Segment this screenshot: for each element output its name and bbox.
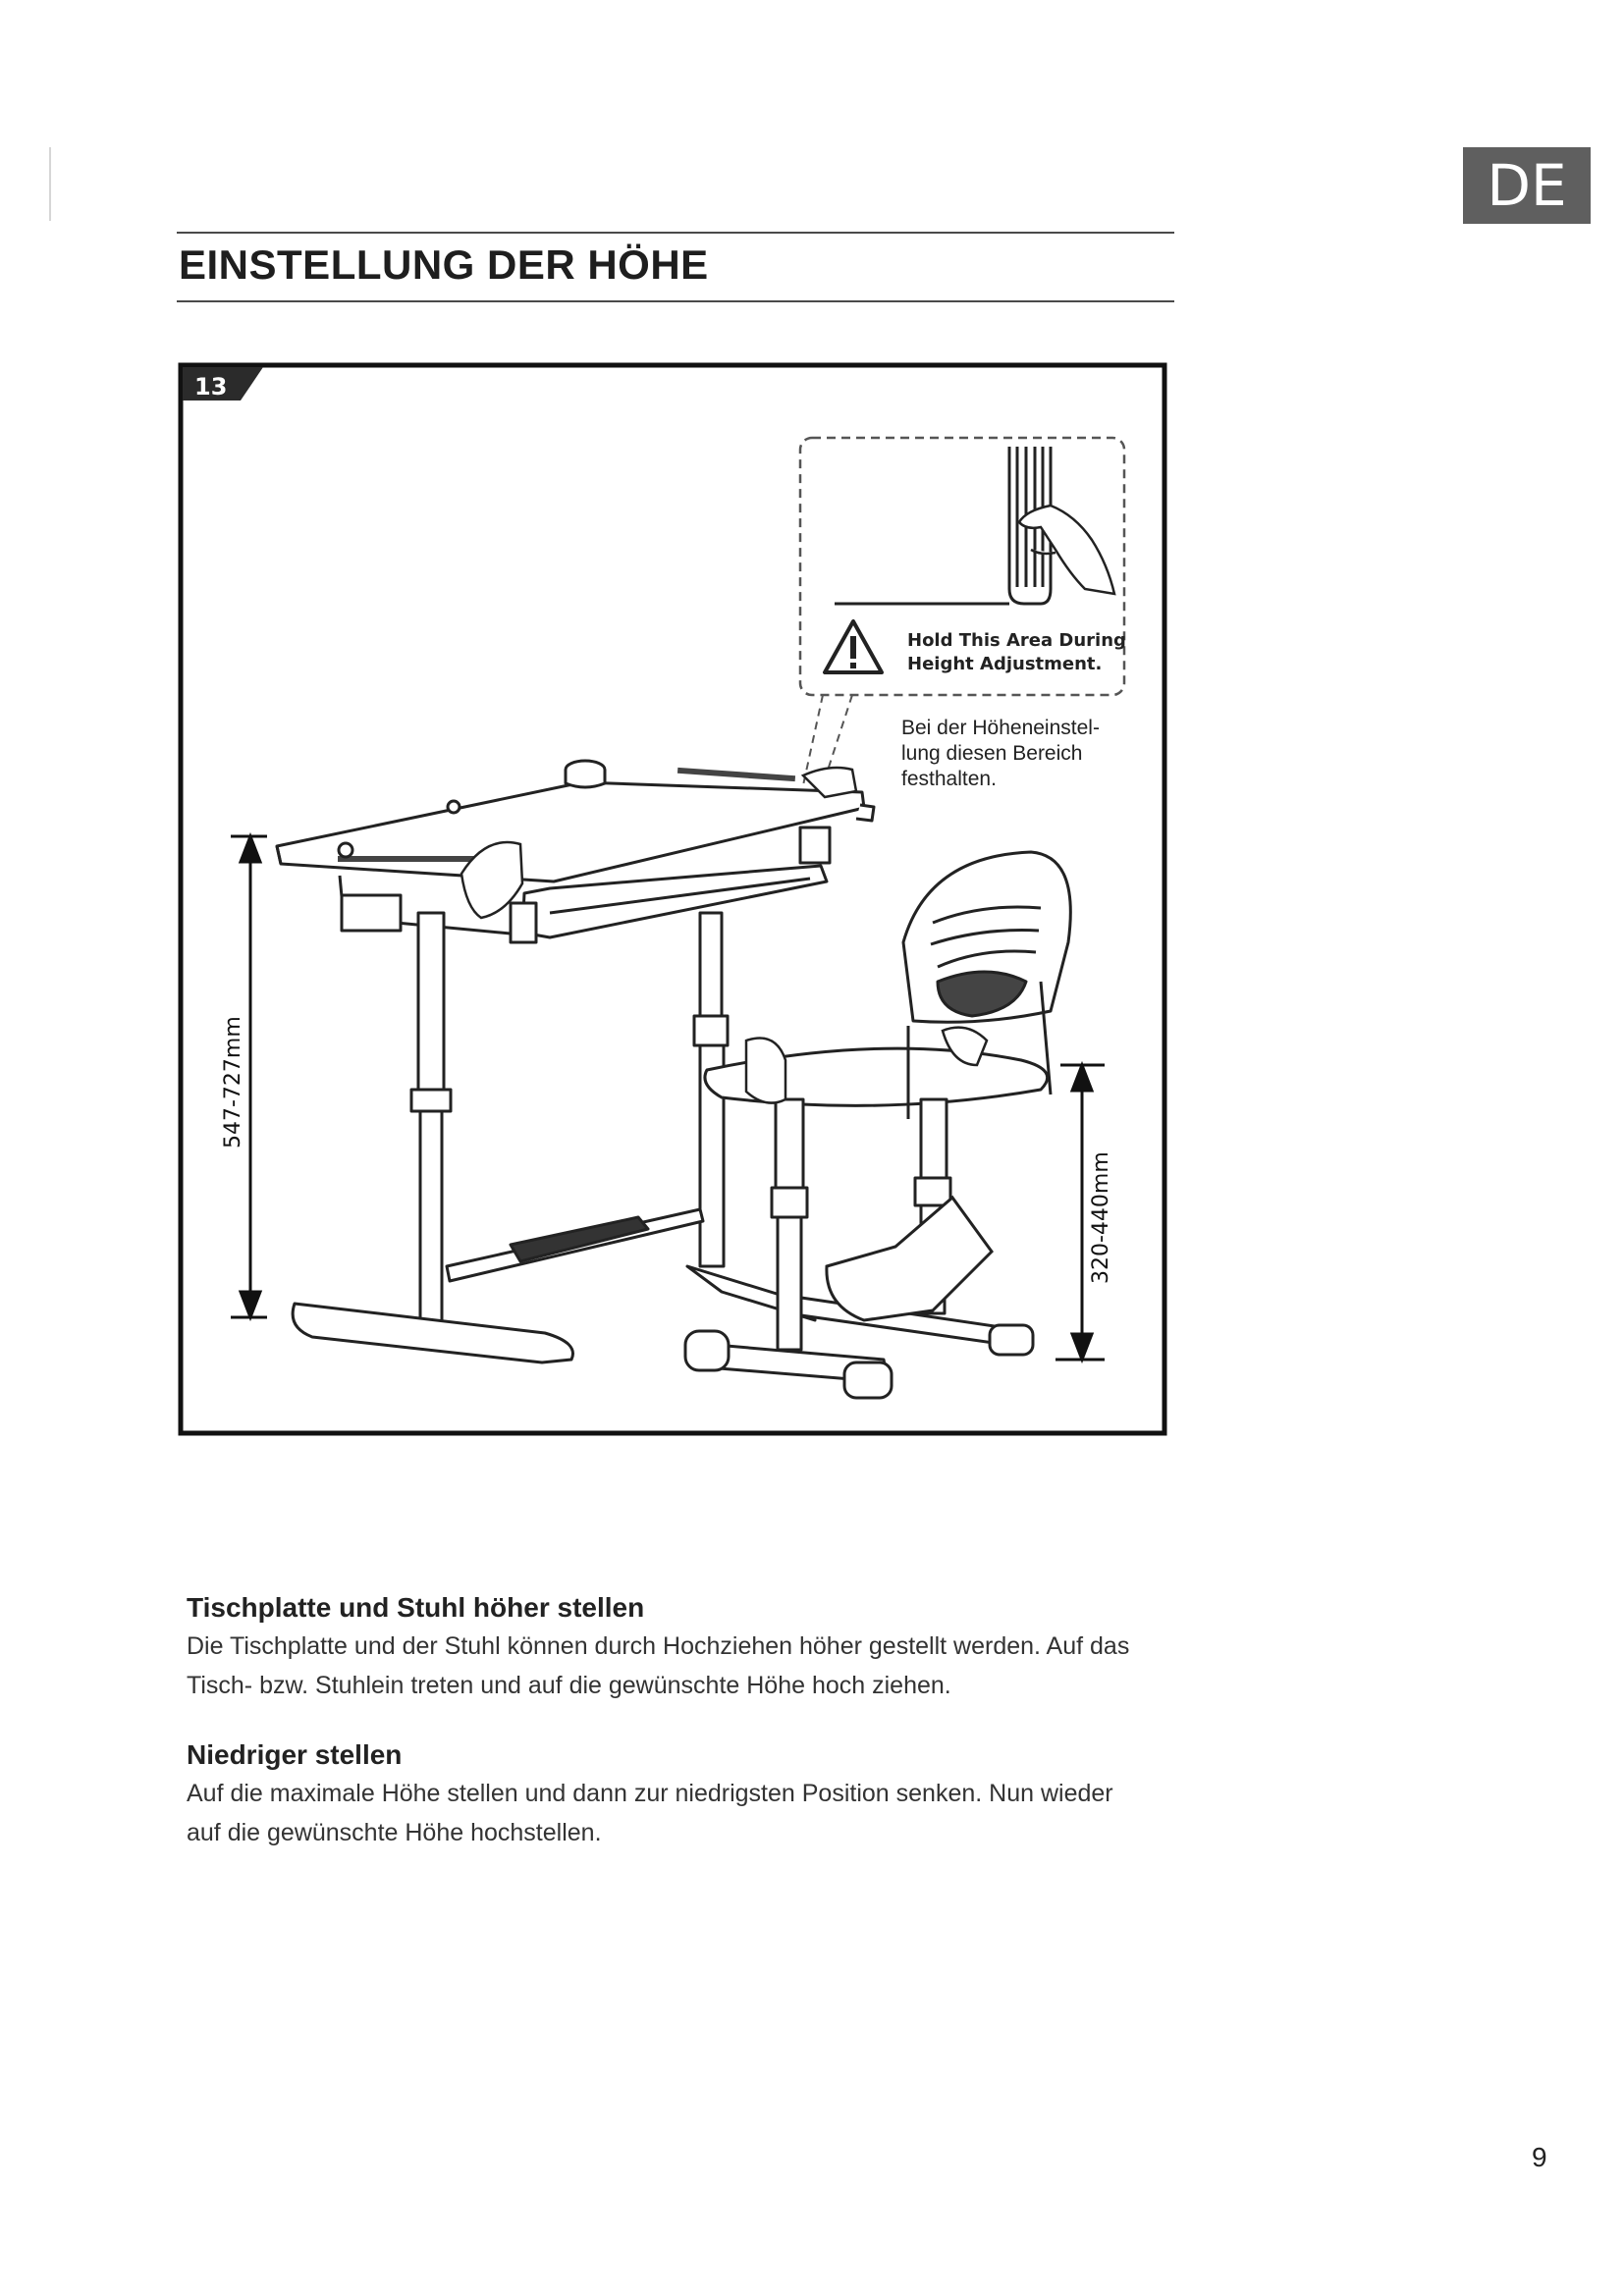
section-raise-heading: Tischplatte und Stuhl höher stellen bbox=[187, 1592, 645, 1623]
section-title: EINSTELLUNG DER HÖHE bbox=[179, 241, 709, 288]
callout-line-2: lung diesen Bereich bbox=[901, 742, 1083, 765]
section-lower-line-1: Auf die maximale Höhe stellen und dann zur niedrigsten Position senken. Nun wieder bbox=[187, 1780, 1113, 1807]
section-raise bbox=[187, 1590, 1188, 1704]
page-number: 9 bbox=[1532, 2142, 1547, 2172]
section-lower-line-2: auf die gewünschte Höhe hochstellen. bbox=[187, 1819, 602, 1846]
section-lower-heading: Niedriger stellen bbox=[187, 1739, 403, 1770]
warning-subtitle: Height Adjustment. bbox=[907, 654, 1103, 674]
callout-line-1: Bei der Höheneinstel- bbox=[901, 717, 1100, 739]
callout-line-3: festhalten. bbox=[901, 768, 997, 790]
desk-height-range: 547-727mm bbox=[221, 1016, 245, 1148]
step-number: 13 bbox=[194, 373, 228, 400]
warning-title: Hold This Area During bbox=[907, 630, 1126, 651]
section-lower bbox=[187, 1737, 1188, 1851]
chair-height-range: 320-440mm bbox=[1089, 1151, 1113, 1284]
section-raise-line-2: Tisch- bzw. Stuhlein treten und auf die gewünschte Höhe hoch ziehen. bbox=[187, 1672, 951, 1699]
section-raise-line-1: Die Tischplatte und der Stuhl können durch Hochziehen höher gestellt werden. Auf das bbox=[187, 1632, 1130, 1660]
language-badge: DE bbox=[1463, 147, 1591, 224]
